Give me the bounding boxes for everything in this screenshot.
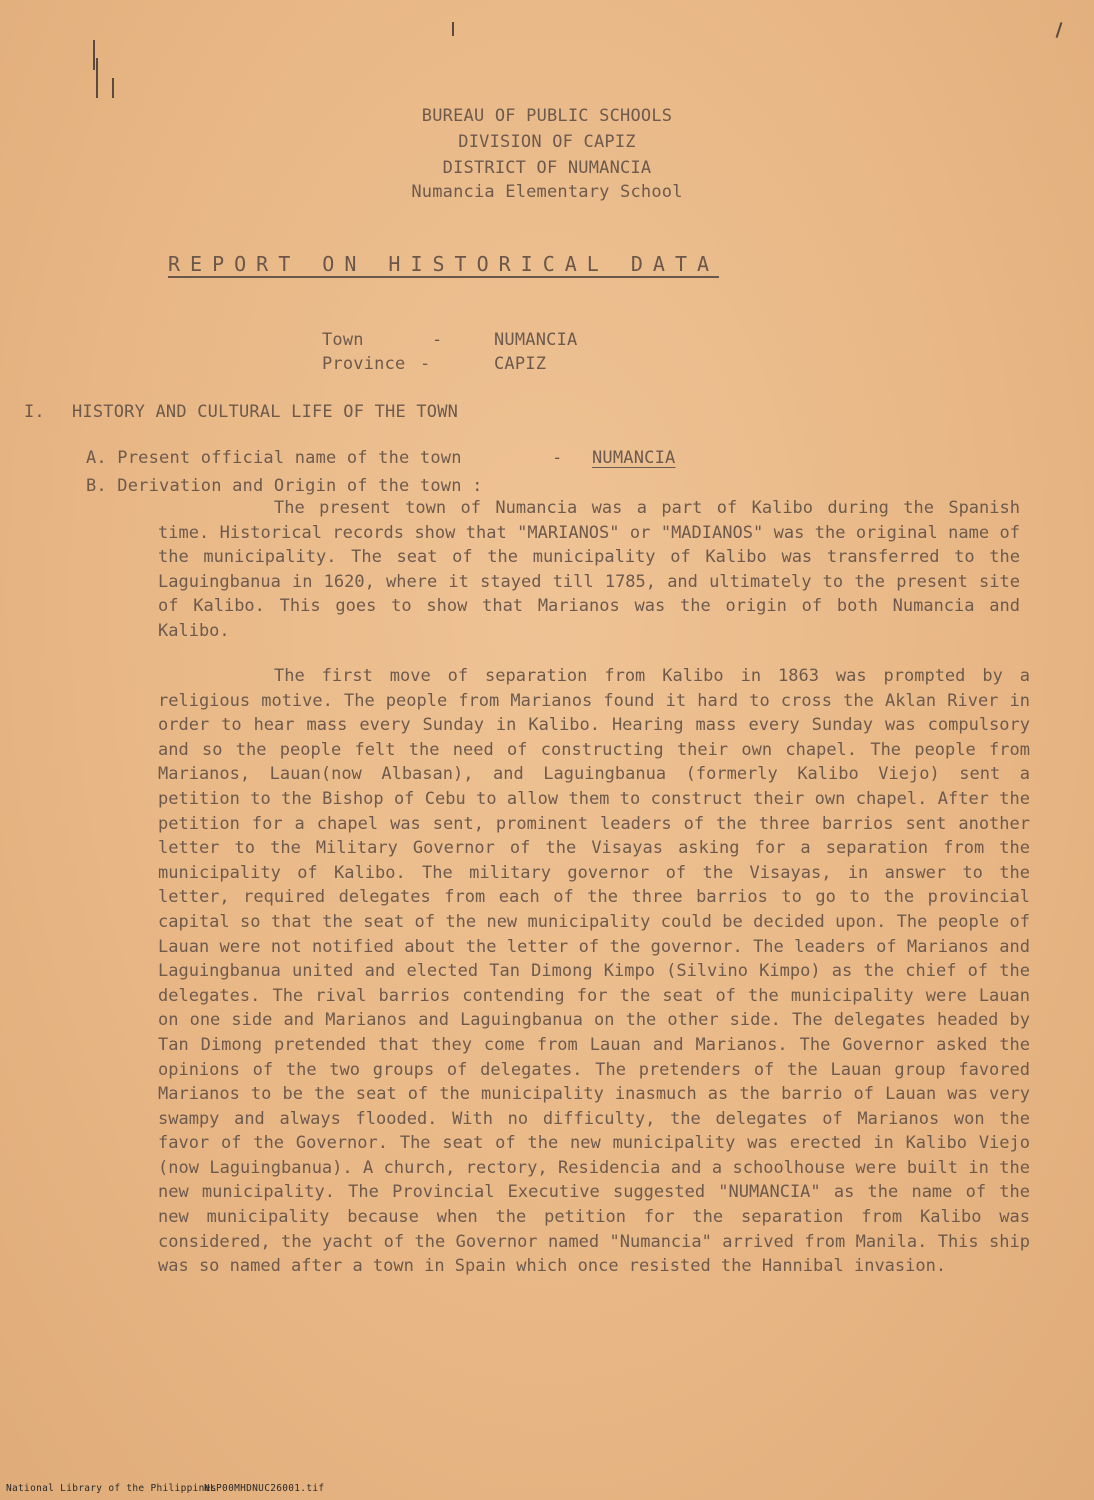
paragraph-1-text: The present town of Numancia was a part of Kalibo during the Spanish time. Historical records show that "MARIANOS" or "MADIANOS" was the original name of the municipality. The seat of the municipality of Kalibo was transferred to the Laguingbanua in 1620, where it stayed till 1785, and ultimately to the present site of Kalibo. This goes to show that Marianos was the origin of both Numancia and Kalibo. [158, 498, 1020, 641]
paragraph-1 [158, 496, 1020, 644]
document-title: REPORT ON HISTORICAL DATA [168, 252, 720, 276]
footer-file-id: NLP00MHDNUC26001.tif [204, 1483, 325, 1494]
item-a-value: NUMANCIA [592, 448, 676, 468]
footer-library: National Library of the Philippines [6, 1483, 217, 1494]
header-district: DISTRICT OF NUMANCIA [442, 158, 652, 178]
item-a-label: A. Present official name of the town [86, 448, 462, 468]
margin-mark [1056, 22, 1062, 38]
header-division: DIVISION OF CAPIZ [458, 132, 636, 152]
section-numeral: I. [24, 402, 45, 422]
paragraph-2-text: The first move of separation from Kalibo in 1863 was prompted by a religious motive. The people from Marianos found it hard to cross the Aklan River in order to hear mass every Sunday in Kalibo. Hearing mass every Sunday was compulsory and so the people felt the need of constructing their own chapel. The people from Marianos, Lauan(now Albasan), and Laguingbanua (formerly Kalibo Viejo) sent a petition to the Bishop of Cebu to allow them to construct their own chapel. After the petition for a chapel was sent, prominent leaders of the three barrios sent another letter to the Military Governor of the Visayas asking for a separation from the municipality of Kalibo. The military governor of the Visayas, in answer to the letter, required delegates from each of the three barrios to go to the provincial capital so that the seat of the new municipality could be decided upon. The people of Lauan were not notified about the letter of the governor. The leaders of Marianos and Laguingbanua united and elected Tan Dimong Kimpo (Silvino Kimpo) as the chief of the delegates. The rival barrios contending for the seat of the municipality were Lauan on one side and Marianos and Laguingbanua on the other side. The delegates headed by Tan Dimong pretended that they come from Lauan and Marianos. The Governor asked the opinions of the two groups of delegates. The pretenders of the Lauan group favored Marianos to be the seat of the municipality inasmuch as the barrio of Lauan was very swampy and always flooded. With no difficulty, the delegates of Marianos won the favor of the Governor. The seat of the new municipality was erected in Kalibo Viejo (now Laguingbanua). A church, rectory, Residencia and a schoolhouse were built in the new municipality. The Provincial Executive suggested "NUMANCIA" as the name of the new municipality because when the petition for the separation from Kalibo was considered, the yacht of the Governor named "Numancia" arrived from Manila. This ship was so named after a town in Spain which once resisted the Hannibal invasion. [158, 666, 1030, 1277]
margin-mark [96, 58, 98, 98]
item-a-separator: - [552, 448, 563, 468]
margin-mark [93, 40, 95, 70]
province-separator: - [420, 354, 431, 374]
header-bureau: BUREAU OF PUBLIC SCHOOLS [421, 106, 673, 126]
section-heading: HISTORY AND CULTURAL LIFE OF THE TOWN [72, 402, 459, 422]
town-separator: - [432, 330, 443, 350]
province-label: Province [322, 354, 406, 374]
paragraph-2 [158, 664, 1030, 1279]
margin-mark [452, 22, 454, 36]
item-b-label: B. Derivation and Origin of the town : [86, 476, 483, 496]
town-label: Town [322, 330, 364, 350]
margin-mark [112, 78, 114, 98]
header-school: Numancia Elementary School [411, 182, 683, 202]
province-value: CAPIZ [494, 354, 547, 374]
town-value: NUMANCIA [494, 330, 578, 350]
